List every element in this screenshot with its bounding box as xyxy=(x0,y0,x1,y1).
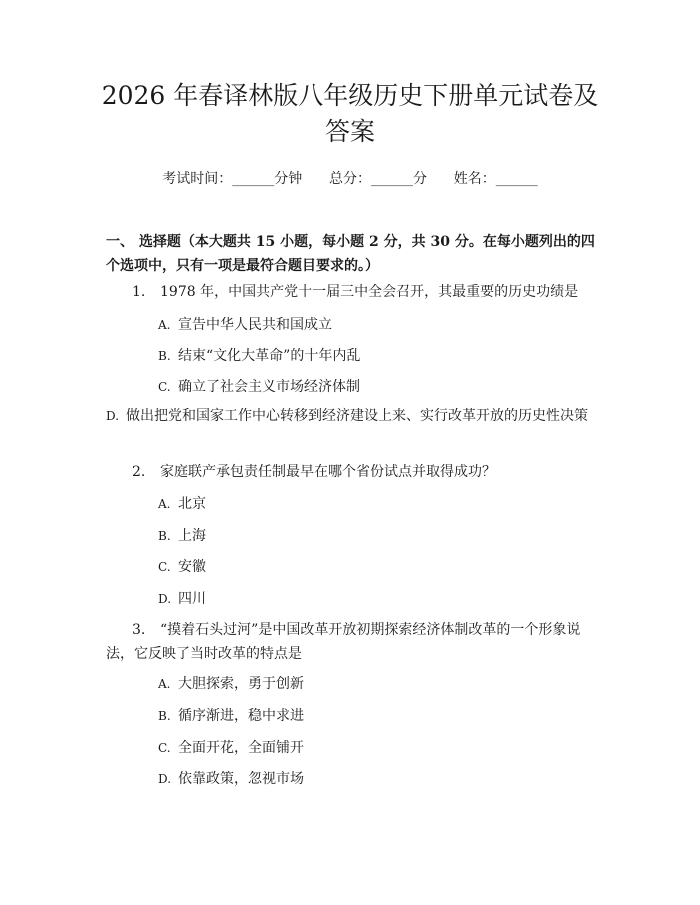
question-stem: 家庭联产承包责任制最早在哪个省份试点并取得成功？ xyxy=(160,464,496,480)
section-heading: 一、 选择题（本大题共 15 小题，每小题 2 分，共 30 分。在每小题列出的四个选项中，只有一项是最符合题目要求的。） xyxy=(106,234,595,274)
option-2c[interactable] xyxy=(158,557,206,577)
option-text: 安徽 xyxy=(178,559,206,575)
option-text: 四川 xyxy=(178,591,206,607)
option-letter: A. xyxy=(158,497,171,511)
question-3 xyxy=(106,618,596,666)
option-letter: D. xyxy=(158,772,172,786)
option-letter: A. xyxy=(158,677,171,691)
option-3a[interactable] xyxy=(158,674,304,694)
option-letter: B. xyxy=(158,709,171,723)
option-letter: A. xyxy=(158,318,171,332)
option-letter: C. xyxy=(158,380,171,394)
option-1b[interactable] xyxy=(158,346,360,366)
option-2d[interactable] xyxy=(158,589,206,609)
page-title-continued: 答案 xyxy=(324,117,375,146)
option-letter: C. xyxy=(158,741,171,755)
option-1d[interactable] xyxy=(106,404,596,428)
option-letter: D. xyxy=(158,592,172,606)
question-number: 1. xyxy=(132,284,146,300)
option-text: 上海 xyxy=(178,528,206,544)
option-text: 大胆探索，勇于创新 xyxy=(178,676,304,692)
page-title: 2026 年春译林版八年级历史下册单元试卷及 xyxy=(101,81,599,110)
option-letter: D. xyxy=(106,409,120,423)
option-2b[interactable] xyxy=(158,526,206,546)
option-letter: B. xyxy=(158,349,171,363)
option-text: 北京 xyxy=(178,496,206,512)
question-number: 3. xyxy=(132,622,146,638)
question-1 xyxy=(106,280,596,304)
option-3b[interactable] xyxy=(158,706,304,726)
option-letter: C. xyxy=(158,560,171,574)
option-1c[interactable] xyxy=(158,377,360,397)
option-text: 依靠政策，忽视市场 xyxy=(178,771,304,787)
option-text: 做出把党和国家工作中心转移到经济建设上来、实行改革开放的历史性决策 xyxy=(126,408,588,424)
question-stem: 1978 年，中国共产党十一届三中全会召开，其最重要的历史功绩是 xyxy=(160,284,579,300)
option-3d[interactable] xyxy=(158,769,304,789)
option-text: 结束“文化大革命”的十年内乱 xyxy=(178,348,361,364)
option-3c[interactable] xyxy=(158,738,304,758)
option-2a[interactable] xyxy=(158,494,206,514)
option-text: 全面开花，全面铺开 xyxy=(178,740,304,756)
option-text: 循序渐进，稳中求进 xyxy=(178,708,304,724)
option-letter: B. xyxy=(158,529,171,543)
question-2 xyxy=(106,460,596,484)
exam-info-line: 考试时间：______分钟 总分：______分 姓名：______ xyxy=(162,171,538,187)
option-text: 确立了社会主义市场经济体制 xyxy=(178,379,360,395)
question-number: 2. xyxy=(132,464,146,480)
question-stem: “摸着石头过河”是中国改革开放初期探索经济体制改革的一个形象说法，它反映了当时改革的特点是 xyxy=(106,622,581,662)
option-text: 宣告中华人民共和国成立 xyxy=(178,317,332,333)
option-1a[interactable] xyxy=(158,315,332,335)
